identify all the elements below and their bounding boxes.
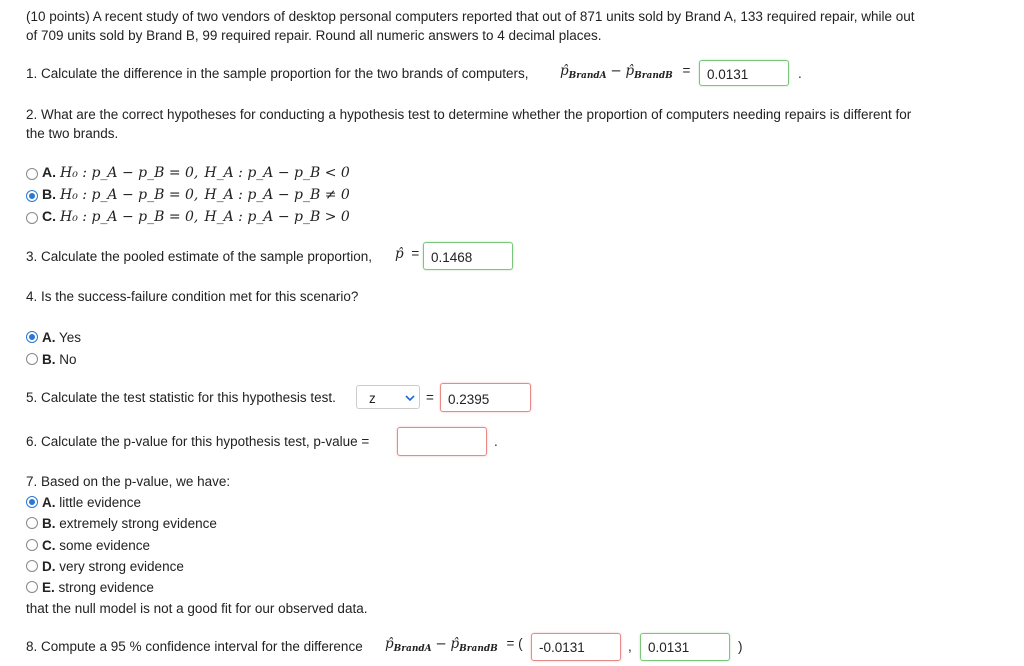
q8-upper-input[interactable]: 0.0131: [640, 633, 730, 661]
q3-answer-input[interactable]: 0.1468: [423, 242, 513, 270]
q7-option-label: strong evidence: [58, 580, 154, 595]
q7-option-label: little evidence: [59, 495, 142, 510]
q7-option-c-radio[interactable]: [26, 539, 38, 551]
q2-text-line-2: the two brands.: [26, 126, 119, 141]
q8-sub-b: BrandB: [459, 644, 498, 654]
q4-option-a[interactable]: [42, 330, 81, 345]
q3-text: 3. Calculate the pooled estimate of the sample proportion,: [26, 249, 372, 264]
q7-option-letter: A.: [42, 495, 56, 510]
q2-option-letter: B.: [42, 186, 56, 202]
q2-option-b-radio[interactable]: [26, 190, 38, 202]
q1-p-hat-a: p̂: [560, 63, 569, 79]
q7-option-a[interactable]: [42, 495, 141, 510]
q6-text: 6. Calculate the p-value for this hypothesis test, p-value =: [26, 434, 370, 449]
q7-conclusion-text: that the null model is not a good fit for our observed data.: [26, 601, 368, 616]
q8-p-hat-a: p̂: [385, 636, 394, 652]
q4-option-a-radio[interactable]: [26, 331, 38, 343]
q4-option-b-radio[interactable]: [26, 353, 38, 365]
q5-statistic-select[interactable]: [356, 385, 420, 409]
q8-text: 8. Compute a 95 % confidence interval for the difference: [26, 639, 363, 654]
q7-option-d[interactable]: [42, 559, 184, 574]
q7-option-letter: B.: [42, 516, 56, 531]
q2-option-a-radio[interactable]: [26, 168, 38, 180]
q2-option-alt-hypothesis: H_A : p_A − p_B > 0: [204, 209, 350, 225]
q1-equals: =: [682, 63, 691, 78]
q3-p-hat: p̂: [395, 246, 404, 262]
q2-option-alt-hypothesis: H_A : p_A − p_B ≠ 0: [204, 187, 350, 203]
q1-minus: −: [610, 63, 622, 79]
q2-option-null-hypothesis: H₀ : p_A − p_B = 0,: [60, 187, 199, 203]
q3-equals: =: [411, 246, 420, 261]
q6-answer-input[interactable]: [397, 427, 487, 456]
q4-option-label: No: [59, 352, 77, 367]
q7-option-c[interactable]: [42, 538, 150, 553]
q2-option-alt-hypothesis: H_A : p_A − p_B < 0: [204, 165, 350, 181]
q4-option-label: Yes: [59, 330, 82, 345]
q8-equals-paren: = (: [506, 636, 523, 651]
q8-close-paren: ): [738, 639, 743, 654]
q1-answer-input[interactable]: 0.0131: [699, 60, 789, 86]
q2-option-null-hypothesis: H₀ : p_A − p_B = 0,: [60, 165, 199, 181]
q7-option-letter: C.: [42, 538, 56, 553]
q2-option-c-radio[interactable]: [26, 212, 38, 224]
q7-option-e-radio[interactable]: [26, 581, 38, 593]
q5-select-value: z: [369, 391, 376, 406]
q2-option-letter: C.: [42, 208, 56, 224]
q8-formula: [385, 636, 523, 654]
q7-option-d-radio[interactable]: [26, 560, 38, 572]
chevron-down-icon: [405, 394, 415, 402]
q7-text: 7. Based on the p-value, we have:: [26, 474, 231, 489]
q8-lower-input[interactable]: -0.0131: [531, 633, 621, 661]
q2-option-letter: A.: [42, 164, 56, 180]
q2-option-c[interactable]: [42, 208, 350, 225]
q1-text: 1. Calculate the difference in the sample proportion for the two brands of computers,: [26, 66, 529, 81]
q1-trailing-period: .: [798, 66, 802, 81]
q8-p-hat-b: p̂: [450, 636, 460, 652]
q7-option-label: very strong evidence: [59, 559, 184, 574]
q2-option-null-hypothesis: H₀ : p_A − p_B = 0,: [60, 209, 199, 225]
q2-option-a[interactable]: [42, 164, 350, 181]
q3-formula: [395, 246, 419, 262]
q4-text: 4. Is the success-failure condition met for this scenario?: [26, 289, 359, 304]
q2-text-line-1: 2. What are the correct hypotheses for conducting a hypothesis test to determine whether the proportion of computers needing repairs is different for: [26, 107, 912, 122]
problem-intro-line-2: of 709 units sold by Brand B, 99 required repair. Round all numeric answers to 4 decimal places.: [26, 28, 602, 43]
q2-option-b[interactable]: [42, 186, 350, 203]
q8-comma: ,: [628, 639, 632, 654]
q7-option-b[interactable]: [42, 516, 217, 531]
q8-sub-a: BrandA: [393, 644, 432, 654]
q1-formula: [560, 63, 690, 81]
q5-answer-input[interactable]: 0.2395: [440, 383, 531, 412]
q4-option-letter: B.: [42, 352, 56, 367]
q7-option-label: some evidence: [59, 538, 151, 553]
q5-text: 5. Calculate the test statistic for this hypothesis test.: [26, 390, 336, 405]
q6-trailing-period: .: [494, 434, 498, 449]
q7-option-letter: E.: [42, 580, 55, 595]
q7-option-e[interactable]: [42, 580, 154, 595]
q8-minus: −: [435, 636, 447, 652]
q5-equals: =: [426, 390, 434, 405]
q4-option-letter: A.: [42, 330, 56, 345]
q7-option-b-radio[interactable]: [26, 517, 38, 529]
q7-option-a-radio[interactable]: [26, 496, 38, 508]
q7-option-label: extremely strong evidence: [59, 516, 217, 531]
q1-sub-b: BrandB: [634, 71, 673, 81]
q4-option-b[interactable]: [42, 352, 77, 367]
q7-option-letter: D.: [42, 559, 56, 574]
problem-intro-line-1: (10 points) A recent study of two vendors of desktop personal computers reported that out of 871 units sold by Brand A, 133 required repair, while out: [26, 9, 915, 24]
q1-p-hat-b: p̂: [625, 63, 635, 79]
q1-sub-a: BrandA: [568, 71, 607, 81]
